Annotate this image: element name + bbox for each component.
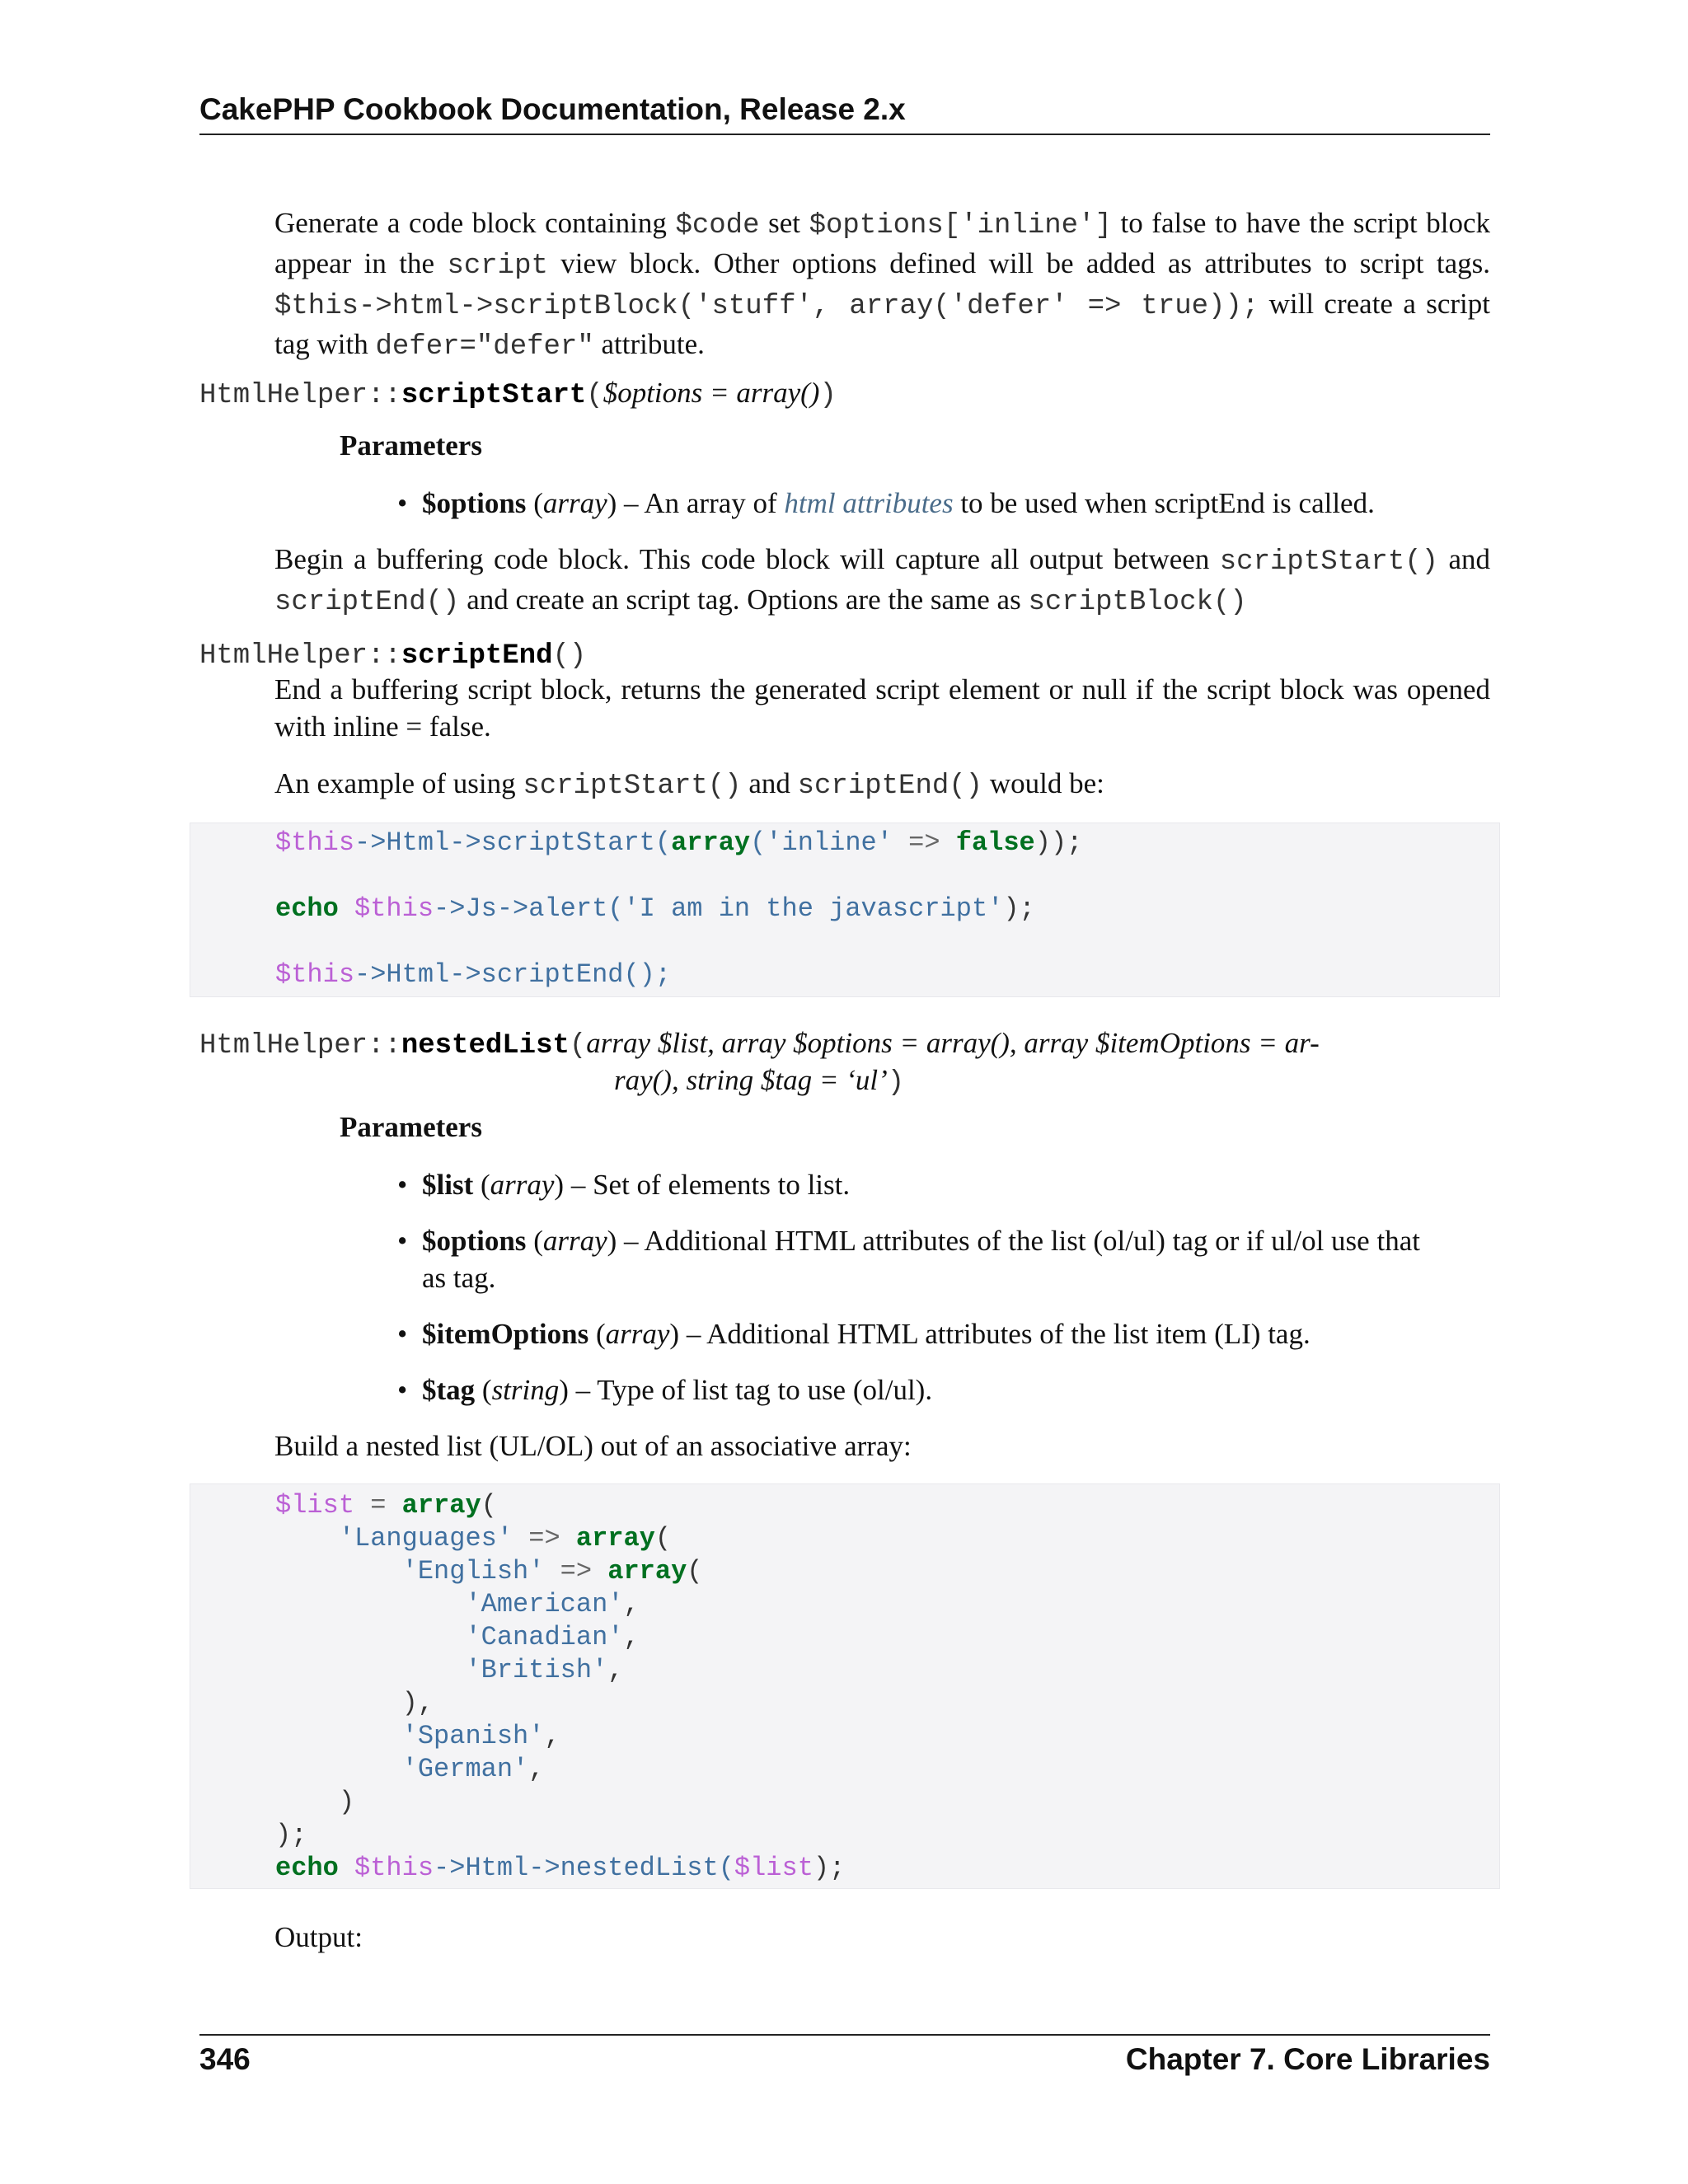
param-desc-2: to be used when scriptEnd is called.: [953, 487, 1375, 519]
desc-code-1: scriptStart(): [1219, 546, 1439, 578]
scriptend-description: End a buffering script block, returns the generated script element or null if the script block was opened with inline = false.: [274, 673, 1490, 743]
example-code-1: scriptStart(): [523, 771, 742, 802]
signature-method: nestedList: [401, 1030, 570, 1062]
signature-class: HtmlHelper::: [199, 1030, 401, 1062]
param-list-item: • $options (array) – Additional HTML attributes of the list (ol/ul) tag or if ul/ol use that as tag.: [397, 1225, 1420, 1294]
param-type: array: [542, 1225, 607, 1257]
code-line: 'German',: [401, 1754, 545, 1784]
scriptstart-param-options: • $options (array) – An array of html attributes to be used when scriptEnd is called.: [397, 487, 1375, 519]
param-name: $options: [422, 1225, 527, 1257]
example-code-2: scriptEnd(): [797, 771, 983, 802]
scriptend-signature: HtmlHelper::scriptEnd(): [199, 640, 587, 672]
param-name: $itemOptions: [422, 1318, 589, 1350]
html-attributes-link[interactable]: html attributes: [784, 487, 954, 519]
code-line: $this->Html->scriptEnd();: [275, 959, 672, 990]
nestedlist-signature: HtmlHelper::nestedList(array $list, array $options = array(), array $itemOptions = ar-: [199, 1027, 1320, 1062]
example-text-2: and: [741, 767, 798, 799]
intro-code-4: $this->html->scriptBlock('stuff', array('defer' => true));: [274, 291, 1259, 322]
example-text-3: would be:: [982, 767, 1104, 799]
signature-class: HtmlHelper::: [199, 380, 401, 411]
param-type: array: [490, 1169, 555, 1201]
scriptstart-description: [274, 541, 1490, 621]
code-line: ),: [401, 1688, 434, 1718]
chapter-title: Chapter 7. Core Libraries: [1125, 2042, 1490, 2076]
desc-code-3: scriptBlock(): [1028, 587, 1247, 618]
signature-args-cont: ray(), string $tag = ‘ul’: [614, 1064, 888, 1096]
code-line: ): [338, 1787, 355, 1817]
intro-text-2: set: [759, 207, 809, 239]
param-desc: – An array of: [617, 487, 785, 519]
code-block-script-example: [190, 823, 1500, 997]
param-desc: – Additional HTML attributes of the list item (LI) tag.: [679, 1318, 1311, 1350]
code-block-nested-list: [190, 1483, 1500, 1889]
code-line: );: [275, 1820, 307, 1850]
desc-text-1: Begin a buffering code block. This code block will capture all output between: [274, 543, 1220, 575]
signature-args: array $list, array $options = array(), array $itemOptions = ar-: [586, 1027, 1320, 1059]
param-type: string: [491, 1374, 560, 1406]
param-name: $tag: [422, 1374, 476, 1406]
intro-text-5: will create a script tag with: [274, 288, 1490, 360]
param-list-item: • $list (array) – Set of elements to list.: [397, 1169, 851, 1201]
code-line: 'British',: [465, 1655, 624, 1685]
code-line: 'Languages' => array(: [338, 1523, 672, 1554]
intro-text-1: Generate a code block containing: [274, 207, 676, 239]
desc-text-2: and: [1438, 543, 1490, 575]
param-name: $list: [422, 1169, 474, 1201]
param-desc: – Type of list tag to use (ol/ul).: [568, 1374, 933, 1406]
intro-paragraph: [274, 204, 1490, 366]
scriptstart-params-label: Parameters: [340, 429, 482, 462]
scriptstart-signature: HtmlHelper::scriptStart($options = array()): [199, 377, 837, 411]
signature-method: scriptEnd: [401, 640, 553, 672]
example-text-1: An example of using: [274, 767, 523, 799]
intro-text-4: view block. Other options defined will be added as attributes to script tags.: [547, 247, 1490, 279]
param-list-item: • $itemOptions (array) – Additional HTML attributes of the list item (LI) tag.: [397, 1318, 1311, 1350]
param-name: $options: [422, 487, 527, 519]
running-header: CakePHP Cookbook Documentation, Release 2.x: [199, 92, 906, 126]
code-line: $list = array(: [275, 1490, 497, 1521]
intro-code-3: script: [447, 251, 548, 282]
page-number: 346: [199, 2042, 251, 2076]
intro-text-3: to false to have the script block appear in the: [274, 207, 1490, 279]
code-line: $this->Html->scriptStart(array('inline' => false));: [275, 827, 1083, 858]
param-type: array: [605, 1318, 670, 1350]
nestedlist-signature-cont: ray(), string $tag = ‘ul’): [614, 1064, 905, 1099]
nestedlist-params-label: Parameters: [340, 1111, 482, 1143]
nestedlist-build-description: Build a nested list (UL/OL) out of an associative array:: [274, 1430, 912, 1462]
desc-code-2: scriptEnd(): [274, 587, 460, 618]
param-list-item: • $tag (string) – Type of list tag to use (ol/ul).: [397, 1374, 933, 1406]
header-rule: [199, 134, 1490, 135]
param-desc: – Set of elements to list.: [564, 1169, 851, 1201]
intro-code-1: $code: [675, 210, 760, 241]
param-type: array: [542, 487, 607, 519]
code-line: 'Spanish',: [401, 1721, 560, 1751]
signature-class: HtmlHelper::: [199, 640, 401, 672]
signature-method: scriptStart: [401, 380, 587, 411]
code-line: 'Canadian',: [465, 1622, 640, 1652]
param-desc: – Additional HTML attributes of the list (ol/ul) tag or if ul/ol use that as tag.: [422, 1225, 1420, 1294]
scriptend-example-intro: [274, 765, 1490, 805]
code-line: echo $this->Js->alert('I am in the javascript');: [275, 893, 1035, 924]
output-label: Output:: [274, 1921, 363, 1953]
footer-rule: [199, 2034, 1490, 2036]
intro-code-5: defer="defer": [375, 331, 594, 363]
code-line: 'English' => array(: [401, 1556, 703, 1586]
intro-text-6: attribute.: [593, 328, 705, 360]
intro-code-2: $options['inline']: [809, 210, 1112, 241]
code-line: 'American',: [465, 1589, 640, 1619]
code-line: echo $this->Html->nestedList($list);: [275, 1853, 846, 1883]
desc-text-3: and create an script tag. Options are the same as: [459, 583, 1029, 616]
signature-args: $options = array(): [603, 377, 820, 409]
